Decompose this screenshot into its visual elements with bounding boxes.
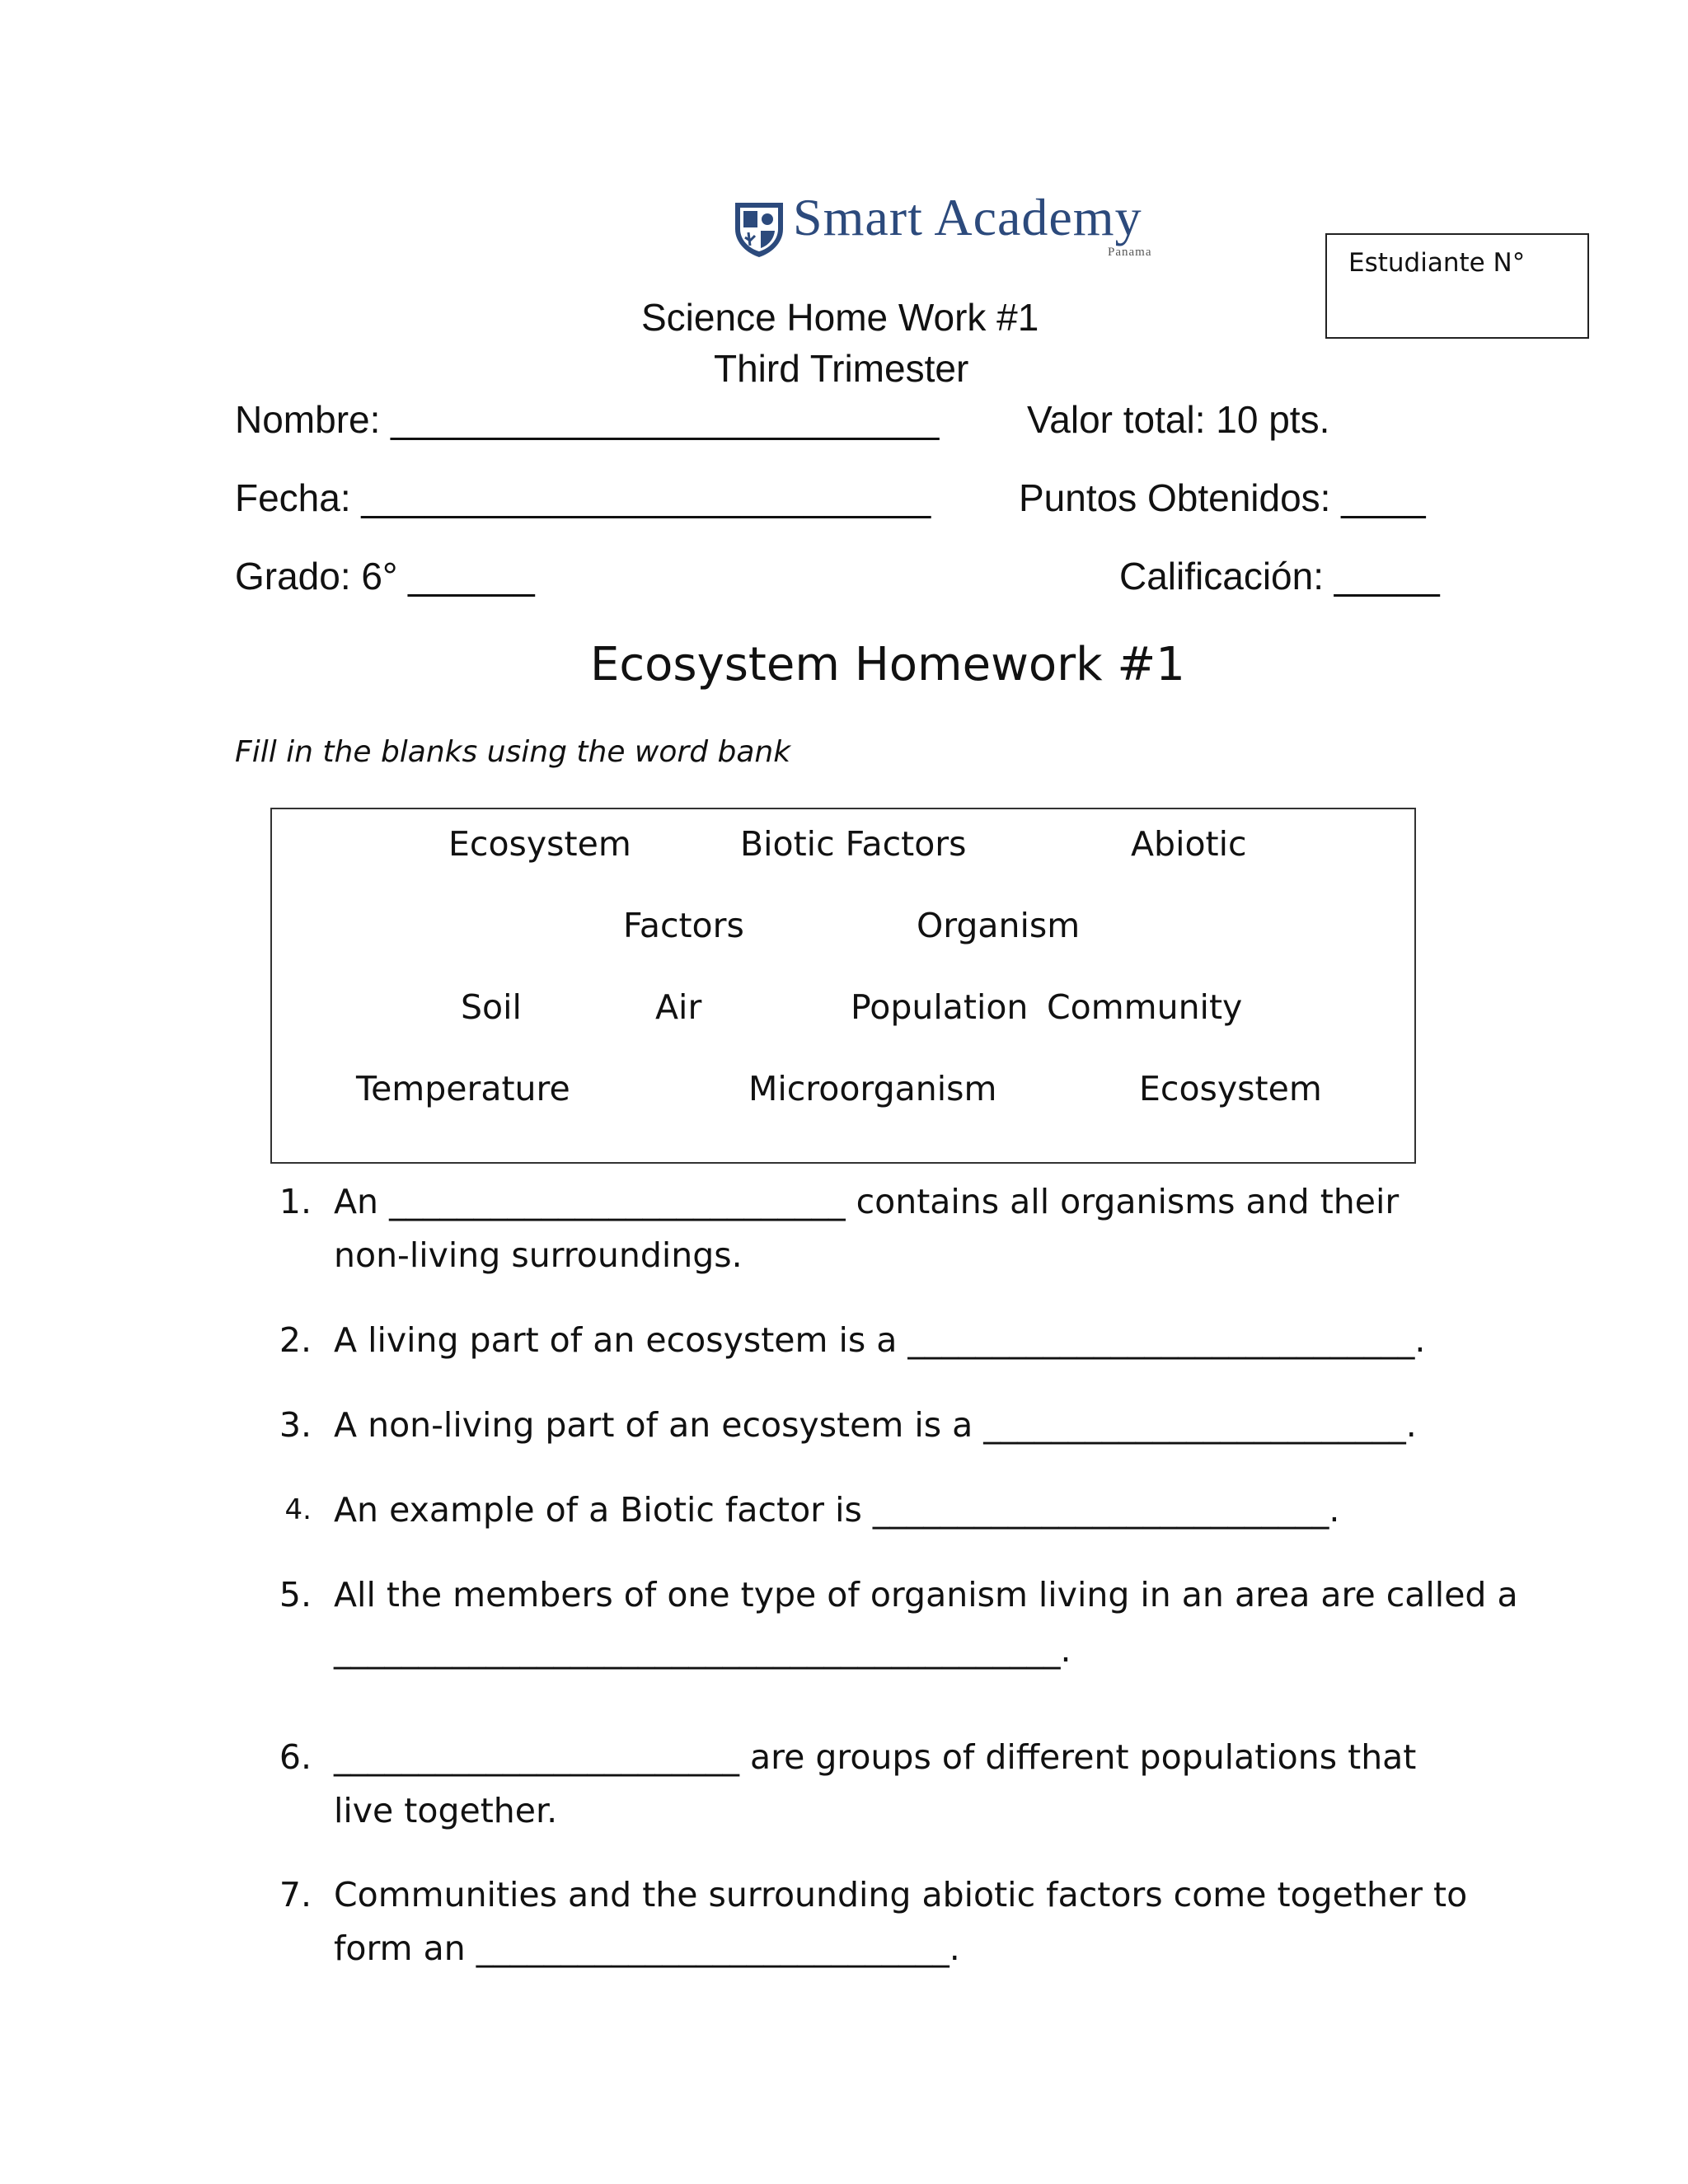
- word-bank-item: Population: [851, 987, 1029, 1027]
- question-text[interactable]: ___________________________________________.: [334, 1630, 1071, 1670]
- date-field[interactable]: Fecha: ___________________________: [235, 476, 931, 519]
- shield-crest-icon: [732, 199, 786, 259]
- page-title: Science Home Work #1: [641, 296, 1039, 339]
- word-bank-item: Soil: [461, 987, 522, 1027]
- word-bank-item: Temperature: [356, 1069, 570, 1108]
- question-number: 5.: [279, 1575, 312, 1615]
- word-bank-item: Ecosystem: [1139, 1069, 1322, 1108]
- question-text: live together.: [334, 1791, 558, 1830]
- word-bank-item: Microorganism: [748, 1069, 997, 1108]
- total-value-label: Valor total: 10 pts.: [1027, 398, 1330, 441]
- word-bank-item: Ecosystem: [448, 824, 631, 864]
- question-text[interactable]: A non-living part of an ecosystem is a _________________________.: [334, 1405, 1417, 1445]
- grade-field[interactable]: Grado: 6° ______: [235, 555, 535, 598]
- question-number: 7.: [279, 1875, 312, 1915]
- name-field[interactable]: Nombre: __________________________: [235, 398, 940, 441]
- school-logo: [732, 188, 1210, 262]
- word-bank-item: Air: [655, 987, 702, 1027]
- question-text[interactable]: An example of a Biotic factor is ___________________________.: [334, 1490, 1340, 1530]
- word-bank-item: Factors: [623, 906, 744, 945]
- page-subtitle: Third Trimester: [714, 347, 969, 390]
- student-number-label: Estudiante N°: [1348, 248, 1526, 278]
- question-number: 3.: [279, 1405, 312, 1445]
- word-bank-item: Biotic Factors: [740, 824, 967, 864]
- question-number: 2.: [279, 1320, 312, 1360]
- question-text[interactable]: form an ____________________________.: [334, 1929, 960, 1968]
- logo-location: Panama: [1108, 246, 1152, 259]
- word-bank-item: Abiotic: [1131, 824, 1247, 864]
- word-bank: [270, 808, 1416, 1164]
- question-text[interactable]: ________________________ are groups of different populations that: [334, 1737, 1417, 1777]
- question-text: Communities and the surrounding abiotic factors come together to: [334, 1875, 1468, 1915]
- section-title: Ecosystem Homework #1: [590, 638, 1185, 691]
- student-number-box[interactable]: [1325, 233, 1589, 339]
- word-bank-item: Community: [1047, 987, 1243, 1027]
- question-number: 1.: [279, 1182, 312, 1221]
- question-text[interactable]: A living part of an ecosystem is a ______________________________.: [334, 1320, 1426, 1360]
- question-number: 6.: [279, 1737, 312, 1777]
- word-bank-item: Organism: [917, 906, 1081, 945]
- logo-name: Smart Academy: [793, 188, 1142, 246]
- instructions: Fill in the blanks using the word bank: [235, 735, 791, 769]
- question-text: non-living surroundings.: [334, 1235, 743, 1275]
- points-field[interactable]: Puntos Obtenidos: ____: [1019, 476, 1426, 519]
- score-field[interactable]: Calificación: _____: [1119, 555, 1440, 598]
- question-number: 4.: [284, 1493, 312, 1526]
- question-text: All the members of one type of organism living in an area are called a: [334, 1575, 1518, 1615]
- question-text[interactable]: An ___________________________ contains all organisms and their: [334, 1182, 1400, 1221]
